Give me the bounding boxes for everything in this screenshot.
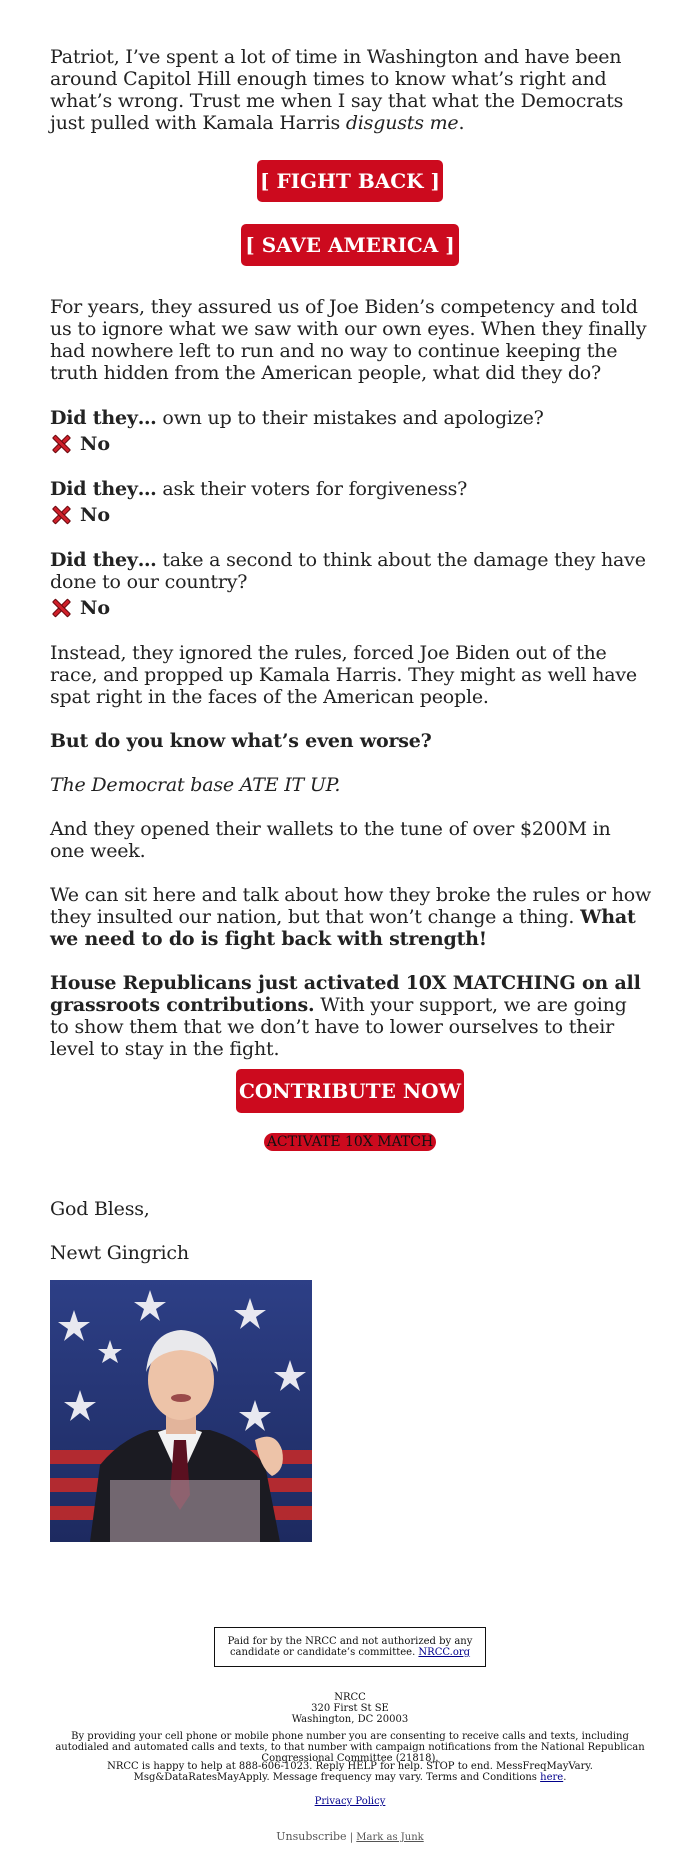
question-1: Did they… own up to their mistakes and apologize? No	[50, 407, 544, 455]
privacy-policy-link[interactable]: Privacy Policy	[314, 1796, 386, 1807]
paid-for-disclaimer: Paid for by the NRCC and not authorized by any candidate or candidate’s committee. NRCC.org	[214, 1627, 486, 1667]
footer-separator: |	[349, 1832, 354, 1843]
save-america-button[interactable]: [ SAVE AMERICA ]	[241, 224, 459, 266]
years-paragraph: For years, they assured us of Joe Biden’s competency and told us to ignore what we saw with our own eyes. When they finally had nowhere left to run and no way to continue keeping the truth hidden from the American people, what did they do?	[50, 296, 647, 384]
terms-link[interactable]: here	[540, 1772, 564, 1783]
consent-text: By providing your cell phone or mobile phone number you are consenting to receive calls and texts, including autodialed and automated calls and texts, to that number with campaign notifications from the National Republican Congressional Committee (21818).	[55, 1731, 645, 1764]
activate-match-button[interactable]: ACTIVATE 10X MATCH	[264, 1133, 436, 1151]
portrait-image	[50, 1280, 312, 1542]
sit-paragraph: We can sit here and talk about how they broke the rules or how they insulted our nation, but that won’t change a thing. What we need to do is fight back with strength!	[50, 884, 652, 950]
nrcc-link[interactable]: NRCC.org	[418, 1647, 471, 1658]
cross-mark-icon	[50, 504, 72, 526]
unsubscribe-link[interactable]: Unsubscribe	[276, 1830, 347, 1843]
question-3: Did they… take a second to think about the damage they have done to our country? No	[50, 549, 646, 619]
cross-mark-icon	[50, 597, 72, 619]
wallets-paragraph: And they opened their wallets to the tune of over $200M in one week.	[50, 818, 611, 862]
cross-mark-icon	[50, 433, 72, 455]
footer-address: NRCC 320 First St SE Washington, DC 20003	[291, 1692, 409, 1725]
base-paragraph: The Democrat base ATE IT UP.	[50, 774, 341, 796]
intro-paragraph: Patriot, I’ve spent a lot of time in Washington and have been around Capitol Hill enough times to know what’s right and what’s wrong. Trust me when I say that what the Democrats just pulled with Kamala Harris disgusts me.	[50, 46, 624, 134]
contribute-now-button[interactable]: CONTRIBUTE NOW	[236, 1069, 464, 1113]
signoff: God Bless,	[50, 1198, 150, 1220]
fight-back-button[interactable]: [ FIGHT BACK ]	[257, 160, 443, 202]
mark-as-junk-link[interactable]: Mark as Junk	[356, 1832, 424, 1843]
house-paragraph: House Republicans just activated 10X MATCHING on all grassroots contributions. With your support, we are going to show them that we don’t have to lower ourselves to their level to stay in the fight.	[50, 972, 641, 1060]
author-photo	[50, 1280, 312, 1542]
question-2: Did they… ask their voters for forgiveness? No	[50, 478, 468, 526]
instead-paragraph: Instead, they ignored the rules, forced Joe Biden out of the race, and propped up Kamala Harris. They might as well have spat right in the faces of the American people.	[50, 642, 637, 708]
help-text: NRCC is happy to help at 888-606-1023. Reply HELP for help. STOP to end. MessFreqMayVary. Msg&DataRatesMayApply. Message frequency may vary. Terms and Conditions here.	[107, 1761, 593, 1783]
signature: Newt Gingrich	[50, 1242, 189, 1264]
worse-paragraph: But do you know what’s even worse?	[50, 730, 432, 752]
